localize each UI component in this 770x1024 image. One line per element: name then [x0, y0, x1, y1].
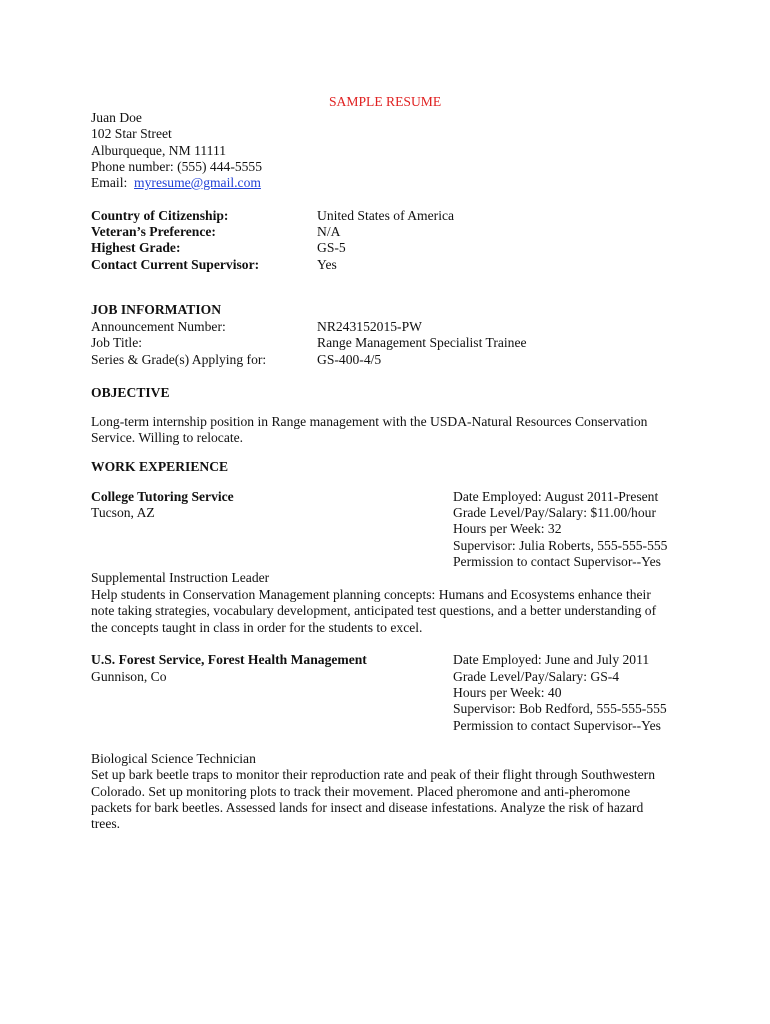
grade-pay-salary: Grade Level/Pay/Salary: GS-4: [453, 669, 620, 684]
highest-grade-label: Highest Grade:: [91, 240, 181, 255]
position-title: Biological Science Technician: [91, 751, 256, 766]
employer-location: Tucson, AZ: [91, 505, 155, 520]
job-description-line: trees.: [91, 816, 121, 831]
supervisor-info: Supervisor: Julia Roberts, 555-555-555: [453, 538, 668, 553]
street-address: 102 Star Street: [91, 126, 172, 141]
hours-per-week: Hours per Week: 32: [453, 521, 562, 536]
job-description-line: packets for bark beetles. Assessed lands for insect and disease infestations. Analyze the risk of hazard: [91, 800, 644, 815]
email-link[interactable]: myresume@gmail.com: [134, 175, 261, 190]
email-label: Email:: [91, 175, 128, 190]
work-experience-heading: WORK EXPERIENCE: [91, 459, 229, 474]
city-state-zip: Alburqueque, NM 11111: [91, 143, 227, 158]
objective-line: Long-term internship position in Range management with the USDA-Natural Resources Conservation: [91, 414, 648, 429]
position-title: Supplemental Instruction Leader: [91, 570, 270, 585]
job-title-label: Job Title:: [91, 335, 143, 350]
series-grade-label: Series & Grade(s) Applying for:: [91, 352, 267, 367]
objective-line: Service. Willing to relocate.: [91, 430, 244, 445]
citizenship-label: Country of Citizenship:: [91, 208, 229, 223]
job-description-line: note taking strategies, vocabulary development, anticipated test questions, and a better understanding of: [91, 603, 657, 618]
announcement-number-label: Announcement Number:: [91, 319, 226, 334]
veteran-preference-value: N/A: [317, 224, 341, 239]
date-employed: Date Employed: June and July 2011: [453, 652, 650, 667]
applicant-name: Juan Doe: [91, 110, 142, 125]
job-description-line: Set up bark beetle traps to monitor their reproduction rate and peak of their flight through Southwestern: [91, 767, 655, 782]
objective-heading: OBJECTIVE: [91, 385, 170, 400]
permission-to-contact: Permission to contact Supervisor--Yes: [453, 718, 661, 733]
citizenship-value: United States of America: [317, 208, 455, 223]
page-title: SAMPLE RESUME: [329, 94, 442, 109]
employer-location: Gunnison, Co: [91, 669, 167, 684]
employer-name: U.S. Forest Service, Forest Health Management: [91, 652, 367, 667]
announcement-number-value: NR243152015-PW: [317, 319, 422, 334]
date-employed: Date Employed: August 2011-Present: [453, 489, 659, 504]
contact-supervisor-value: Yes: [317, 257, 337, 272]
email-line: [91, 175, 261, 191]
supervisor-info: Supervisor: Bob Redford, 555-555-555: [453, 701, 667, 716]
series-grade-value: GS-400-4/5: [317, 352, 382, 367]
grade-pay-salary: Grade Level/Pay/Salary: $11.00/hour: [453, 505, 656, 520]
job-description-line: the concepts taught in class in order for the students to excel.: [91, 620, 423, 635]
veteran-preference-label: Veteran’s Preference:: [91, 224, 216, 239]
phone-number: Phone number: (555) 444-5555: [91, 159, 263, 174]
contact-supervisor-label: Contact Current Supervisor:: [91, 257, 260, 272]
employer-name: College Tutoring Service: [91, 489, 234, 504]
permission-to-contact: Permission to contact Supervisor--Yes: [453, 554, 661, 569]
job-title-value: Range Management Specialist Trainee: [317, 335, 527, 350]
job-description-line: Help students in Conservation Management planning concepts: Humans and Ecosystems enhance their: [91, 587, 651, 602]
job-description-line: Colorado. Set up monitoring plots to track their movement. Placed pheromone and anti-pheromone: [91, 784, 631, 799]
job-info-heading: JOB INFORMATION: [91, 302, 222, 317]
hours-per-week: Hours per Week: 40: [453, 685, 562, 700]
highest-grade-value: GS-5: [317, 240, 346, 255]
